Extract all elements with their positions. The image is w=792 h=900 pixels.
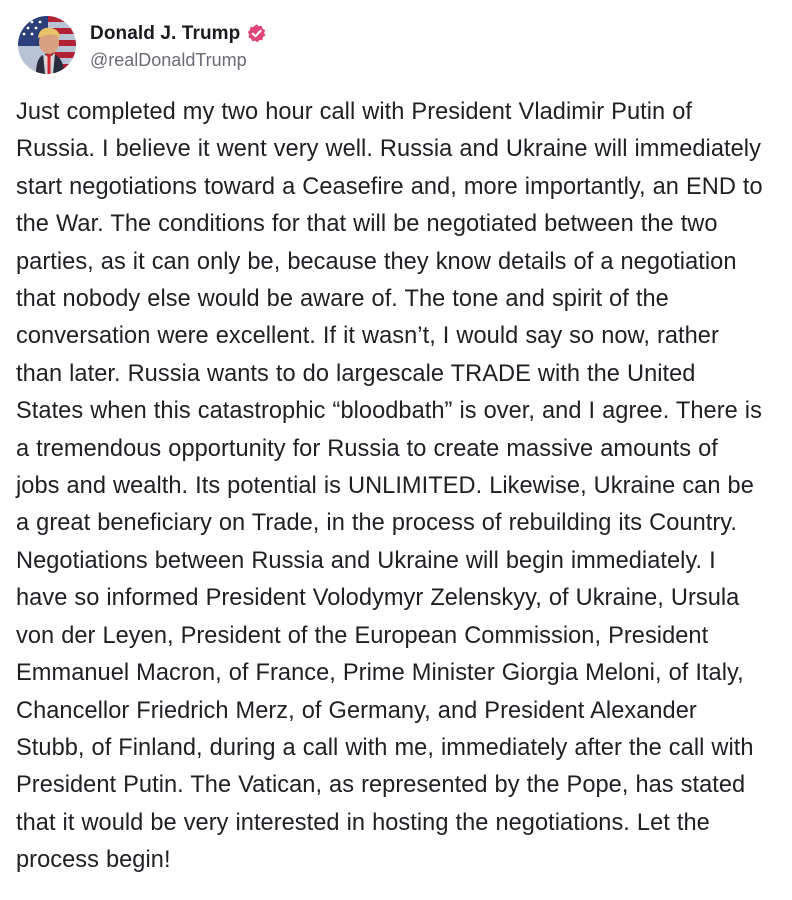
avatar[interactable]	[18, 16, 76, 74]
verified-badge-icon	[246, 23, 267, 44]
post-header	[16, 14, 774, 76]
display-name[interactable]: Donald J. Trump	[90, 22, 241, 44]
post-text: Just completed my two hour call with President Vladimir Putin of Russia. I believe it went very well. Russia and Ukraine will immediately start negotiations toward a Ceasefire and, more importantly, an END to the War. The conditions for that will be negotiated between the two parties, as it can only be, because they know details of a negotiation that nobody else would be aware of. The tone and spirit of the conversation were excellent. If it wasn’t, I would say so now, rather than later. Russia wants to do largescale TRADE with the United States when this catastrophic “bloodbath” is over, and I agree. There is a tremendous opportunity for Russia to create massive amounts of jobs and wealth. Its potential is UNLIMITED. Likewise, Ukraine can be a great beneficiary on Trade, in the process of rebuilding its Country. Negotiations between Russia and Ukraine will begin immediately. I have so informed President Volodymyr Zelenskyy, of Ukraine, Ursula von der Leyen, President of the European Commission, President Emmanuel Macron, of France, Prime Minister Giorgia Meloni, of Italy, Chancellor Friedrich Merz, of Germany, and President Alexander Stubb, of Finland, during a call with me, immediately after the call with President Putin. The Vatican, as represented by the Pope, has stated that it would be very interested in hosting the negotiations. Let the process begin!	[16, 99, 763, 874]
author-handle[interactable]: @realDonaldTrump	[90, 49, 247, 70]
avatar-image	[18, 16, 76, 74]
name-row	[90, 20, 267, 48]
author-identity	[90, 20, 267, 71]
